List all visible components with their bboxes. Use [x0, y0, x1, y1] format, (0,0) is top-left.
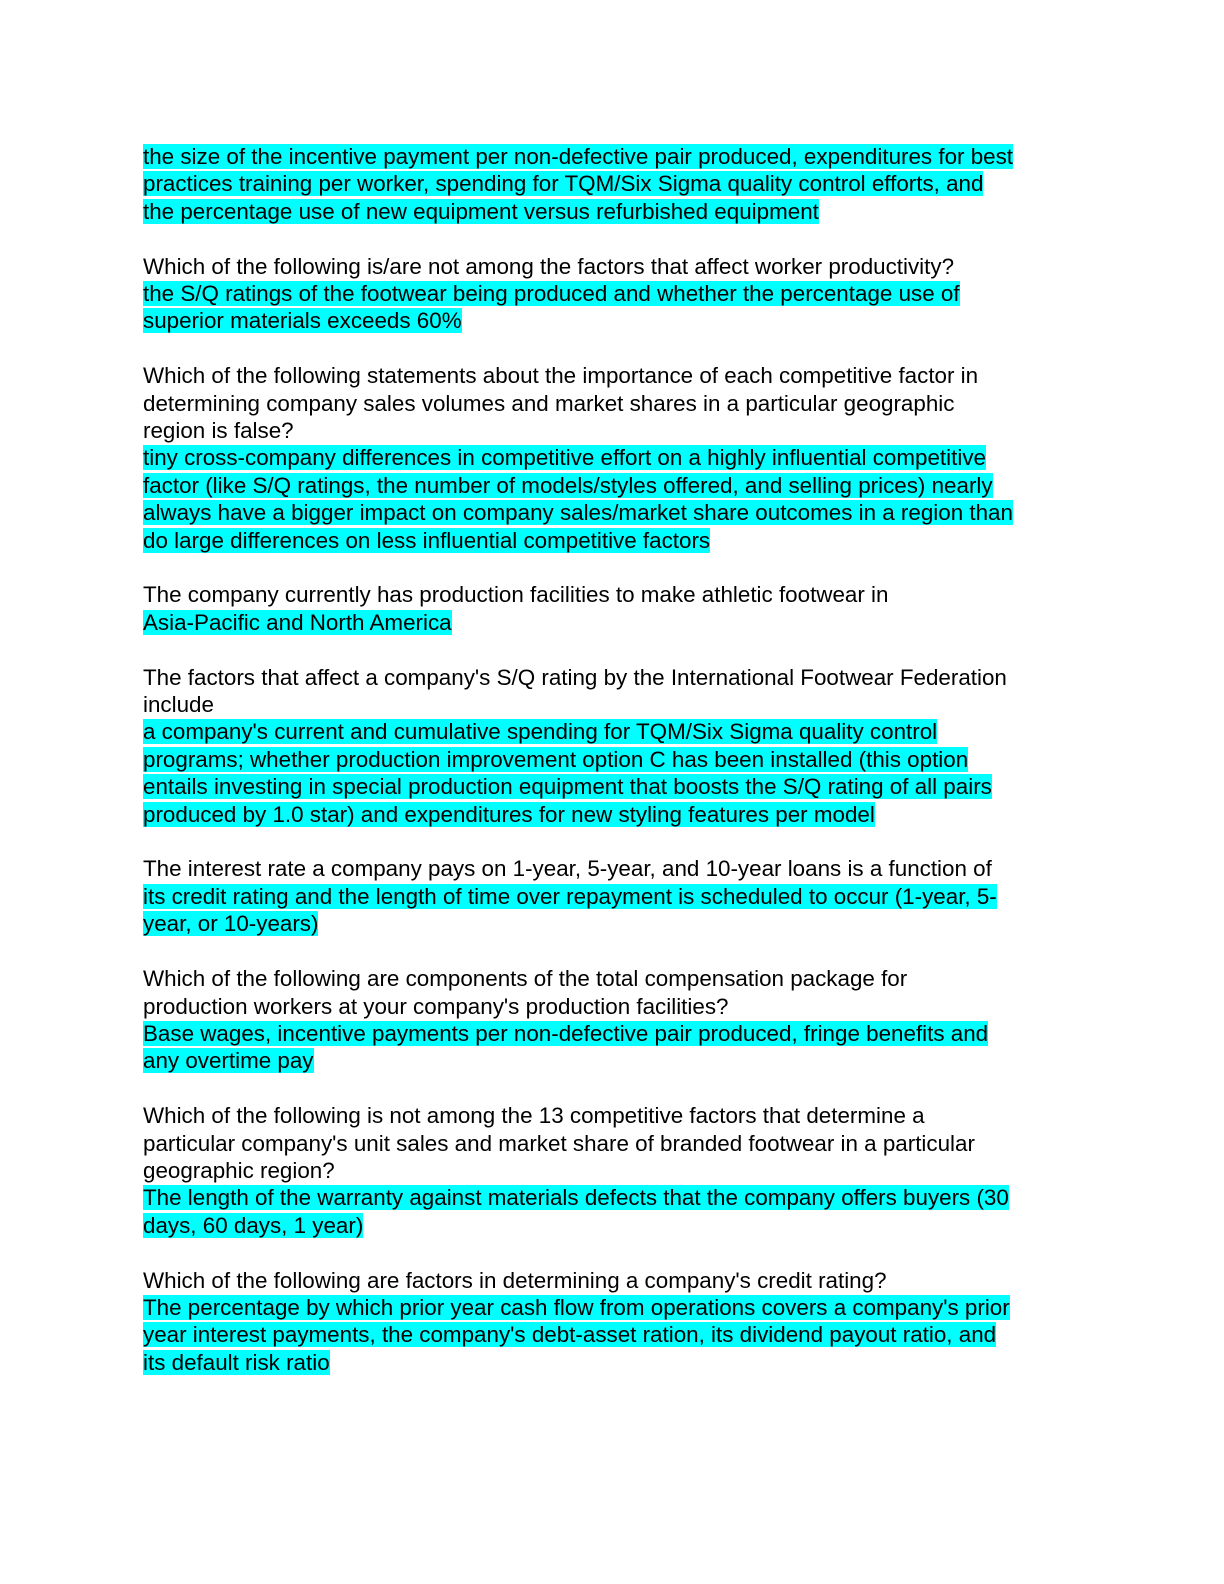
highlighted-answer-text: year interest payments, the company's debt-asset ration, its dividend payout ratio, and — [143, 1322, 997, 1348]
highlighted-answer-text: factor (like S/Q ratings, the number of models/styles offered, and selling prices) nearly — [143, 472, 993, 498]
question-line: production workers at your company's production facilities? — [143, 993, 729, 1019]
highlighted-answer-text: produced by 1.0 star) and expenditures for new styling features per model — [143, 801, 875, 827]
answer-line — [143, 609, 1078, 636]
question-line: The company currently has production facilities to make athletic footwear in — [143, 582, 889, 608]
answer-line — [143, 1294, 1078, 1321]
question-line: determining company sales volumes and market shares in a particular geographic — [143, 390, 955, 416]
highlighted-answer-text: tiny cross-company differences in competitive effort on a highly influential competitive — [143, 445, 986, 471]
answer-line — [143, 1047, 1078, 1074]
highlighted-answer-text: Base wages, incentive payments per non-defective pair produced, fringe benefits and — [143, 1020, 989, 1046]
highlighted-answer-text: the percentage use of new equipment versus refurbished equipment — [143, 198, 819, 224]
question-line: particular company's unit sales and market share of branded footwear in a particular — [143, 1130, 975, 1156]
answer-line — [143, 472, 1078, 499]
highlighted-answer-text: the size of the incentive payment per non-defective pair produced, expenditures for best — [143, 144, 1014, 169]
answer-line — [143, 718, 1078, 745]
answer-line — [143, 1184, 1078, 1211]
answer-line — [143, 883, 1078, 910]
qa-block — [143, 581, 1078, 636]
qa-block — [143, 253, 1078, 335]
highlighted-answer-text: always have a bigger impact on company sales/market share outcomes in a region than — [143, 500, 1013, 526]
question-line: region is false? — [143, 418, 294, 444]
answer-line — [143, 198, 1078, 225]
question-line: Which of the following are components of the total compensation package for — [143, 966, 908, 992]
answer-line — [143, 1020, 1078, 1047]
answer-line — [143, 307, 1078, 334]
answer-line — [143, 773, 1078, 800]
answer-line — [143, 801, 1078, 828]
answer-line — [143, 1349, 1078, 1376]
highlighted-answer-text: The percentage by which prior year cash flow from operations covers a company's prior — [143, 1294, 1010, 1320]
qa-block — [143, 664, 1078, 828]
qa-block — [143, 362, 1078, 554]
highlighted-answer-text: programs; whether production improvement option C has been installed (this option — [143, 746, 969, 772]
question-line: Which of the following statements about the importance of each competitive factor in — [143, 363, 979, 389]
qa-block — [143, 855, 1078, 937]
highlighted-answer-text: year, or 10-years) — [143, 911, 319, 937]
highlighted-answer-text: superior materials exceeds 60% — [143, 308, 462, 334]
answer-line — [143, 280, 1078, 307]
document-page — [143, 143, 1078, 1404]
highlighted-answer-text: a company's current and cumulative spending for TQM/Six Sigma quality control — [143, 719, 938, 745]
highlighted-answer-text: any overtime pay — [143, 1048, 314, 1074]
answer-line — [143, 444, 1078, 471]
question-line: Which of the following is/are not among the factors that affect worker productivity? — [143, 253, 955, 279]
question-line: The factors that affect a company's S/Q rating by the International Footwear Federation — [143, 664, 1007, 690]
question-line: include — [143, 692, 214, 718]
answer-line — [143, 1212, 1078, 1239]
question-line: The interest rate a company pays on 1-year, 5-year, and 10-year loans is a function of — [143, 856, 992, 882]
qa-block — [143, 143, 1078, 225]
highlighted-answer-text: entails investing in special production equipment that boosts the S/Q rating of all pairs — [143, 774, 992, 800]
highlighted-answer-text: its default risk ratio — [143, 1349, 330, 1375]
qa-block — [143, 1267, 1078, 1377]
highlighted-answer-text: do large differences on less influential competitive factors — [143, 527, 711, 553]
answer-line — [143, 1321, 1078, 1348]
answer-line — [143, 499, 1078, 526]
highlighted-answer-text: days, 60 days, 1 year) — [143, 1212, 364, 1238]
answer-line — [143, 143, 1078, 170]
answer-line — [143, 910, 1078, 937]
question-line: geographic region? — [143, 1157, 335, 1183]
highlighted-answer-text: Asia-Pacific and North America — [143, 609, 452, 635]
highlighted-answer-text: its credit rating and the length of time over repayment is scheduled to occur (1-year, 5- — [143, 883, 997, 909]
question-line: Which of the following are factors in determining a company's credit rating? — [143, 1267, 887, 1293]
highlighted-answer-text: the S/Q ratings of the footwear being produced and whether the percentage use of — [143, 281, 960, 307]
answer-line — [143, 527, 1078, 554]
answer-line — [143, 170, 1078, 197]
qa-block — [143, 965, 1078, 1075]
qa-block — [143, 1102, 1078, 1239]
question-line: Which of the following is not among the 13 competitive factors that determine a — [143, 1103, 925, 1129]
answer-line — [143, 746, 1078, 773]
highlighted-answer-text: practices training per worker, spending for TQM/Six Sigma quality control efforts, and — [143, 171, 984, 197]
highlighted-answer-text: The length of the warranty against materials defects that the company offers buyers (30 — [143, 1185, 1009, 1211]
